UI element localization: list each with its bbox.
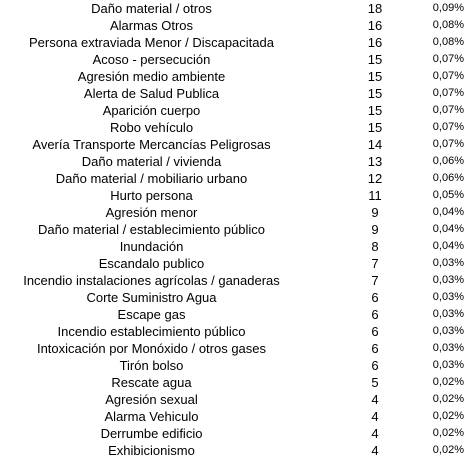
count-cell: 12 [367, 171, 383, 186]
category-cell: Incendio establecimiento público [57, 324, 246, 339]
category-cell: Exhibicionismo [108, 443, 195, 458]
category-cell: Avería Transporte Mercancías Peligrosas [32, 137, 271, 152]
table-row [0, 153, 470, 170]
category-cell: Rescate agua [111, 375, 192, 390]
percent-cell: 0,06% [432, 172, 464, 184]
count-cell: 15 [367, 86, 383, 101]
percent-cell: 0,03% [432, 257, 464, 269]
percent-cell: 0,07% [432, 70, 464, 82]
percent-cell: 0,04% [432, 206, 464, 218]
percent-cell: 0,03% [432, 274, 464, 286]
count-cell: 4 [371, 443, 379, 458]
table-row [0, 17, 470, 34]
category-cell: Hurto persona [110, 188, 193, 203]
percent-cell: 0,03% [432, 325, 464, 337]
count-cell: 9 [371, 222, 379, 237]
count-cell: 9 [371, 205, 379, 220]
percent-cell: 0,09% [432, 2, 464, 14]
count-cell: 7 [371, 256, 379, 271]
count-cell: 4 [371, 392, 379, 407]
percent-cell: 0,02% [432, 410, 464, 422]
category-cell: Daño material / vivienda [81, 154, 222, 169]
percent-cell: 0,08% [432, 19, 464, 31]
category-cell: Daño material / establecimiento público [38, 222, 265, 237]
count-cell: 13 [367, 154, 383, 169]
category-cell: Incendio instalaciones agrícolas / ganaderas [23, 273, 280, 288]
table-row [0, 221, 470, 238]
percent-cell: 0,07% [432, 138, 464, 150]
percent-cell: 0,05% [432, 189, 464, 201]
percent-cell: 0,07% [432, 87, 464, 99]
percent-cell: 0,08% [432, 36, 464, 48]
table-row [0, 238, 470, 255]
category-cell: Daño material / otros [91, 1, 212, 16]
category-cell: Alarmas Otros [109, 18, 194, 33]
percent-cell: 0,07% [432, 104, 464, 116]
table-row [0, 272, 470, 289]
count-cell: 6 [371, 324, 379, 339]
category-cell: Agresión menor [105, 205, 198, 220]
percent-cell: 0,03% [432, 342, 464, 354]
percent-cell: 0,07% [432, 53, 464, 65]
category-cell: Agresión medio ambiente [77, 69, 226, 84]
percent-cell: 0,04% [432, 223, 464, 235]
category-cell: Acoso - persecución [92, 52, 211, 67]
table-row [0, 255, 470, 272]
count-cell: 7 [371, 273, 379, 288]
table-row [0, 136, 470, 153]
count-cell: 16 [367, 35, 383, 50]
table-row [0, 357, 470, 374]
category-cell: Robo vehículo [109, 120, 194, 135]
category-cell: Agresión sexual [105, 392, 198, 407]
category-cell: Corte Suministro Agua [86, 290, 217, 305]
percent-cell: 0,02% [432, 393, 464, 405]
category-cell: Alerta de Salud Publica [83, 86, 220, 101]
table-row [0, 34, 470, 51]
category-cell: Intoxicación por Monóxido / otros gases [36, 341, 267, 356]
category-cell: Alarma Vehiculo [104, 409, 199, 424]
category-cell: Aparición cuerpo [102, 103, 201, 118]
percent-cell: 0,06% [432, 155, 464, 167]
percent-cell: 0,03% [432, 359, 464, 371]
count-cell: 11 [368, 188, 382, 203]
percent-cell: 0,04% [432, 240, 464, 252]
table-row [0, 425, 470, 442]
percent-cell: 0,03% [432, 291, 464, 303]
table-row [0, 85, 470, 102]
count-cell: 18 [367, 1, 383, 16]
category-cell: Inundación [119, 239, 184, 254]
count-cell: 14 [367, 137, 383, 152]
count-cell: 6 [371, 290, 379, 305]
category-cell: Derrumbe edificio [100, 426, 203, 441]
category-cell: Escape gas [117, 307, 186, 322]
table-row [0, 289, 470, 306]
category-cell: Daño material / mobiliario urbano [55, 171, 248, 186]
count-cell: 4 [371, 426, 379, 441]
count-cell: 6 [371, 307, 379, 322]
table-row [0, 102, 470, 119]
table-row [0, 170, 470, 187]
table-row [0, 374, 470, 391]
table-row [0, 442, 470, 459]
count-cell: 15 [367, 103, 383, 118]
percent-cell: 0,07% [432, 121, 464, 133]
count-cell: 6 [371, 358, 379, 373]
count-cell: 5 [371, 375, 379, 390]
count-cell: 16 [367, 18, 383, 33]
table-row [0, 408, 470, 425]
table-row [0, 306, 470, 323]
table-row [0, 0, 470, 17]
category-cell: Tirón bolso [119, 358, 184, 373]
table-row [0, 119, 470, 136]
count-cell: 15 [367, 52, 383, 67]
count-cell: 15 [367, 69, 383, 84]
table-row [0, 51, 470, 68]
category-cell: Persona extraviada Menor / Discapacitada [29, 35, 274, 50]
table-row [0, 187, 470, 204]
table-row [0, 391, 470, 408]
table-row [0, 204, 470, 221]
percent-cell: 0,02% [432, 427, 464, 439]
count-cell: 4 [371, 409, 379, 424]
table-row [0, 68, 470, 85]
category-cell: Escandalo publico [98, 256, 205, 271]
percent-cell: 0,02% [432, 444, 464, 456]
count-cell: 6 [371, 341, 379, 356]
table-row [0, 340, 470, 357]
percent-cell: 0,03% [432, 308, 464, 320]
table-row [0, 323, 470, 340]
count-cell: 15 [367, 120, 383, 135]
percent-cell: 0,02% [432, 376, 464, 388]
count-cell: 8 [371, 239, 379, 254]
